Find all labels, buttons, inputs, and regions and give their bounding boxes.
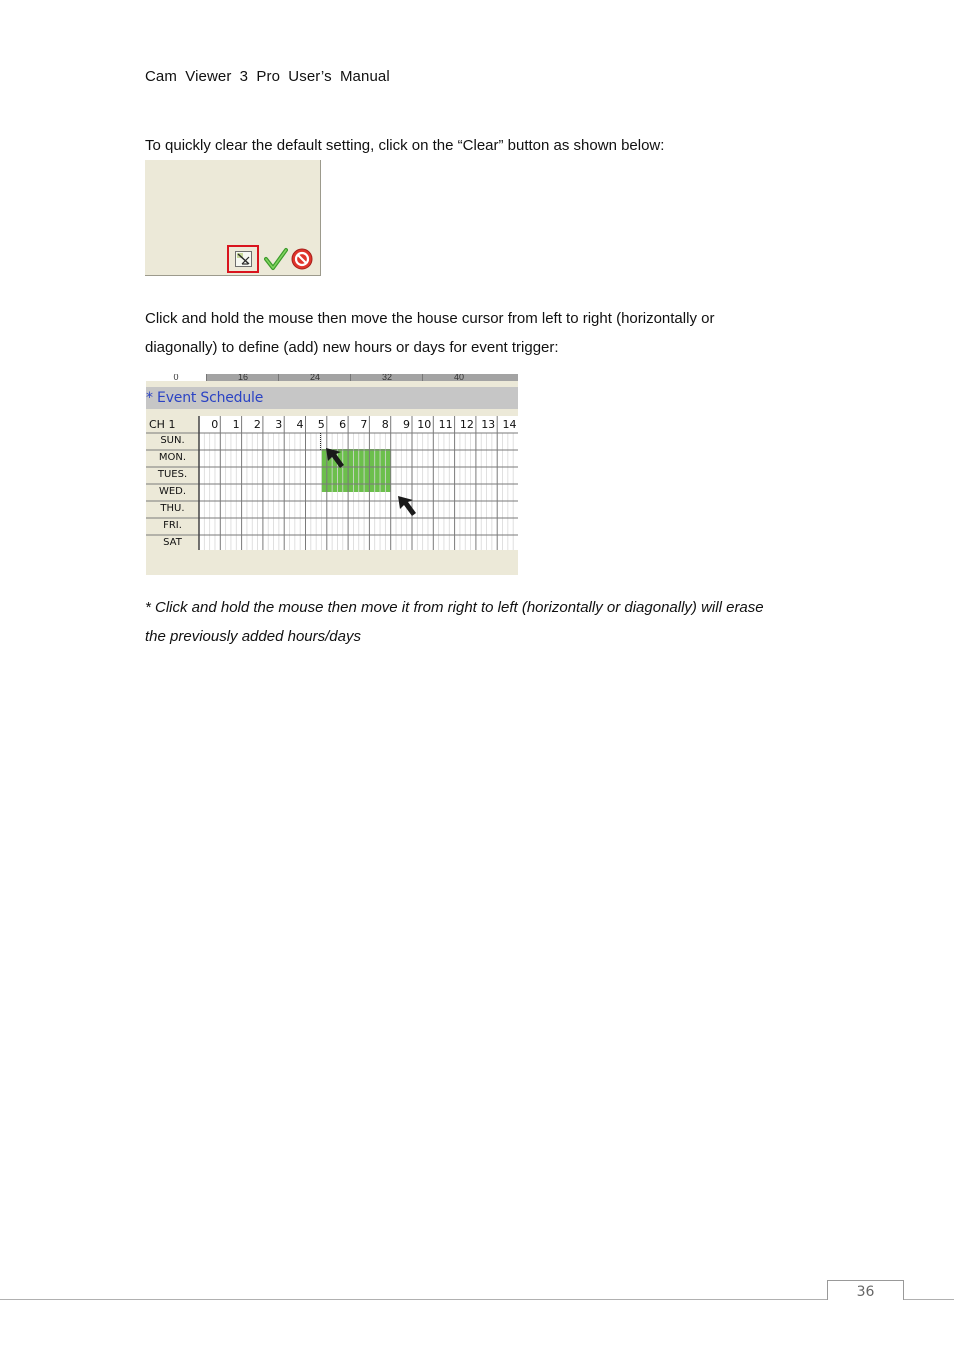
footer-rule <box>0 1299 954 1300</box>
day-label: SUN. <box>160 435 185 446</box>
checkmark-icon[interactable] <box>264 247 288 271</box>
tab-0[interactable]: 0 <box>146 374 206 381</box>
day-label: THU. <box>160 503 185 514</box>
clear-button-panel <box>145 160 321 276</box>
tab-16[interactable]: 16 <box>206 374 279 381</box>
note-line-2: the previously added hours/days <box>145 628 361 645</box>
hour-label: 5 <box>317 418 325 431</box>
day-label: WED. <box>158 486 187 497</box>
schedule-title: * Event Schedule <box>146 390 264 406</box>
cancel-icon[interactable] <box>291 248 313 270</box>
document-header: Cam Viewer 3 Pro User’s Manual <box>145 68 390 85</box>
hour-label: 11 <box>438 418 453 431</box>
instruction-line-2: diagonally) to define (add) new hours or days for event trigger: <box>145 339 559 356</box>
event-schedule-panel <box>146 374 518 575</box>
hour-label: 4 <box>296 418 304 431</box>
cursor-arrow-start-icon <box>324 446 350 472</box>
clear-icon <box>235 251 252 267</box>
hour-label: 3 <box>275 418 283 431</box>
hour-label: 8 <box>381 418 389 431</box>
tab-32[interactable]: 32 <box>350 374 423 381</box>
hour-label: 1 <box>232 418 240 431</box>
hour-label: 9 <box>402 418 410 431</box>
channel-label: CH 1 <box>149 418 176 431</box>
tab-strip <box>146 374 518 381</box>
intro-text: To quickly clear the default setting, click on the “Clear” button as shown below: <box>145 137 665 154</box>
schedule-grid[interactable] <box>146 416 518 550</box>
schedule-grid-lines <box>146 416 518 550</box>
hour-label: 10 <box>417 418 432 431</box>
hour-label: 12 <box>459 418 474 431</box>
cursor-arrow-end-icon <box>396 494 422 520</box>
hour-label: 6 <box>339 418 347 431</box>
instruction-line-1: Click and hold the mouse then move the house cursor from left to right (horizontally or <box>145 310 715 327</box>
day-label: MON. <box>158 452 187 463</box>
clear-button[interactable] <box>227 245 259 273</box>
day-label: SAT <box>163 537 182 548</box>
day-label: TUES. <box>157 469 188 480</box>
tab-24[interactable]: 24 <box>278 374 351 381</box>
tab-40[interactable]: 40 <box>422 374 495 381</box>
hour-label: 13 <box>481 418 496 431</box>
hour-label: 7 <box>360 418 368 431</box>
page-number: 36 <box>827 1280 904 1300</box>
hour-label: 0 <box>211 418 219 431</box>
note-line-1: * Click and hold the mouse then move it from right to left (horizontally or diagonally) will erase <box>145 599 764 616</box>
hour-label: 2 <box>253 418 261 431</box>
hour-label: 14 <box>502 418 517 431</box>
day-label: FRI. <box>163 520 182 531</box>
